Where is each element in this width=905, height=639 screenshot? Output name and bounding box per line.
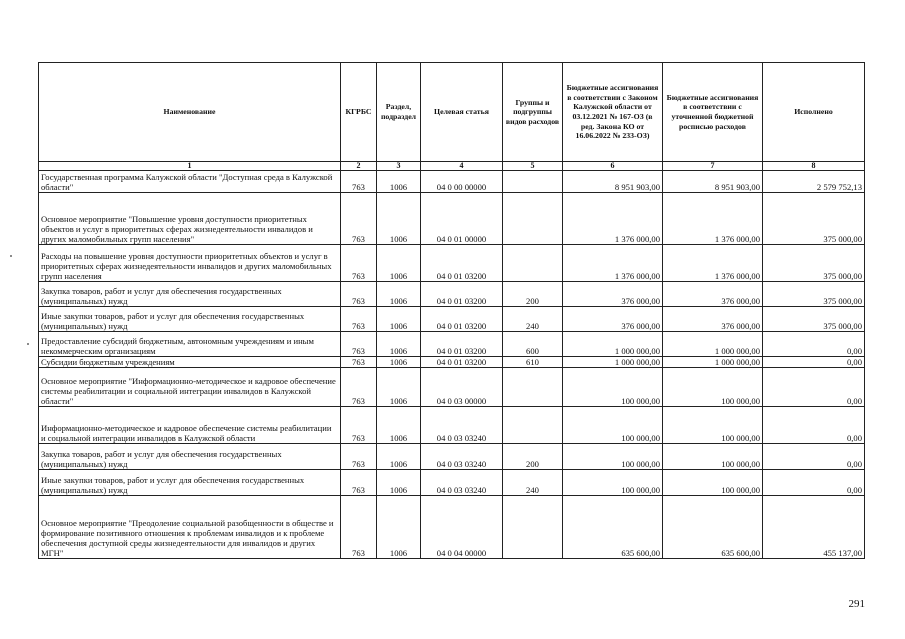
row-allocation-law: 1 376 000,00 <box>563 245 663 282</box>
row-target-article: 04 0 03 00000 <box>421 368 503 407</box>
header-allocations-law: Бюджетные ассигнования в соответствии с Законом Калужской области от 03.12.2021 № 167-ОЗ (в ред. Закона КО от 16.06.2022 № 233-ОЗ) <box>563 63 663 162</box>
row-allocation-refined: 1 376 000,00 <box>663 245 763 282</box>
row-expense-group: 240 <box>503 307 563 332</box>
row-expense-group <box>503 368 563 407</box>
row-allocation-law: 376 000,00 <box>563 282 663 307</box>
column-number-row <box>39 162 865 171</box>
row-allocation-law: 8 951 903,00 <box>563 171 663 193</box>
row-target-article: 04 0 01 03200 <box>421 307 503 332</box>
header-name: Наименование <box>39 63 341 162</box>
row-name: Информационно-методическое и кадровое обеспечение системы реабилитации и социальной интеграции инвалидов в Калужской области <box>39 407 341 444</box>
row-razdel: 1006 <box>377 357 421 368</box>
row-allocation-refined: 100 000,00 <box>663 444 763 470</box>
row-allocation-refined: 635 600,00 <box>663 496 763 559</box>
table-row <box>39 470 865 496</box>
row-expense-group: 610 <box>503 357 563 368</box>
row-executed: 2 579 752,13 <box>763 171 865 193</box>
header-kgrbs: КГРБС <box>341 63 377 162</box>
table-row <box>39 496 865 559</box>
column-number: 5 <box>503 162 563 171</box>
row-name: Субсидии бюджетным учреждениям <box>39 357 341 368</box>
row-razdel: 1006 <box>377 407 421 444</box>
row-allocation-law: 100 000,00 <box>563 368 663 407</box>
row-allocation-refined: 8 951 903,00 <box>663 171 763 193</box>
row-razdel: 1006 <box>377 496 421 559</box>
row-kgrbs: 763 <box>341 307 377 332</box>
row-kgrbs: 763 <box>341 470 377 496</box>
row-allocation-refined: 1 376 000,00 <box>663 193 763 245</box>
row-razdel: 1006 <box>377 171 421 193</box>
row-kgrbs: 763 <box>341 245 377 282</box>
row-name: Основное мероприятие "Повышение уровня доступности приоритетных объектов и услуг в приоритетных сферах жизнедеятельности инвалидов и других маломобильных групп населения" <box>39 193 341 245</box>
row-target-article: 04 0 03 03240 <box>421 444 503 470</box>
column-number: 7 <box>663 162 763 171</box>
header-target-article: Целевая статья <box>421 63 503 162</box>
table-row <box>39 357 865 368</box>
table-row <box>39 282 865 307</box>
row-name: Основное мероприятие "Информационно-методическое и кадровое обеспечение системы реабилитации и социальной интеграции инвалидов в Калужской области" <box>39 368 341 407</box>
row-name: Закупка товаров, работ и услуг для обеспечения государственных (муниципальных) нужд <box>39 444 341 470</box>
row-allocation-law: 376 000,00 <box>563 307 663 332</box>
row-name: Расходы на повышение уровня доступности приоритетных объектов и услуг в приоритетных сферах жизнедеятельности инвалидов и других маломобильных групп населения <box>39 245 341 282</box>
table-row <box>39 407 865 444</box>
row-executed: 0,00 <box>763 407 865 444</box>
column-number: 1 <box>39 162 341 171</box>
row-allocation-law: 100 000,00 <box>563 444 663 470</box>
header-expense-groups: Группы и подгруппы видов расходов <box>503 63 563 162</box>
row-target-article: 04 0 01 03200 <box>421 357 503 368</box>
row-allocation-refined: 376 000,00 <box>663 282 763 307</box>
row-expense-group <box>503 407 563 444</box>
row-razdel: 1006 <box>377 245 421 282</box>
header-row <box>39 63 865 162</box>
row-allocation-refined: 100 000,00 <box>663 368 763 407</box>
row-razdel: 1006 <box>377 444 421 470</box>
row-executed: 0,00 <box>763 444 865 470</box>
row-allocation-law: 635 600,00 <box>563 496 663 559</box>
row-allocation-law: 1 376 000,00 <box>563 193 663 245</box>
row-kgrbs: 763 <box>341 496 377 559</box>
row-razdel: 1006 <box>377 470 421 496</box>
row-allocation-refined: 1 000 000,00 <box>663 357 763 368</box>
header-razdel: Раздел, подраздел <box>377 63 421 162</box>
column-number: 3 <box>377 162 421 171</box>
row-target-article: 04 0 00 00000 <box>421 171 503 193</box>
page-number: 291 <box>848 598 865 610</box>
table-row <box>39 444 865 470</box>
row-executed: 375 000,00 <box>763 245 865 282</box>
row-target-article: 04 0 01 03200 <box>421 245 503 282</box>
row-executed: 0,00 <box>763 470 865 496</box>
row-expense-group: 240 <box>503 470 563 496</box>
row-expense-group <box>503 245 563 282</box>
table-row <box>39 193 865 245</box>
row-executed: 455 137,00 <box>763 496 865 559</box>
row-allocation-law: 100 000,00 <box>563 470 663 496</box>
row-allocation-refined: 1 000 000,00 <box>663 332 763 357</box>
row-name: Закупка товаров, работ и услуг для обеспечения государственных (муниципальных) нужд <box>39 282 341 307</box>
row-allocation-law: 1 000 000,00 <box>563 332 663 357</box>
row-kgrbs: 763 <box>341 332 377 357</box>
header-allocations-refined: Бюджетные ассигнования в соответствии с уточненной бюджетной росписью расходов <box>663 63 763 162</box>
row-allocation-refined: 100 000,00 <box>663 407 763 444</box>
row-allocation-law: 1 000 000,00 <box>563 357 663 368</box>
header-executed: Исполнено <box>763 63 865 162</box>
row-expense-group: 600 <box>503 332 563 357</box>
row-executed: 0,00 <box>763 332 865 357</box>
row-expense-group: 200 <box>503 444 563 470</box>
row-kgrbs: 763 <box>341 407 377 444</box>
row-executed: 375 000,00 <box>763 307 865 332</box>
row-expense-group <box>503 193 563 245</box>
row-name: Предоставление субсидий бюджетным, автономным учреждениям и иным некоммерческим организациям <box>39 332 341 357</box>
row-expense-group <box>503 496 563 559</box>
row-expense-group <box>503 171 563 193</box>
scan-speck <box>10 255 12 257</box>
row-kgrbs: 763 <box>341 444 377 470</box>
row-name: Иные закупки товаров, работ и услуг для обеспечения государственных (муниципальных) нужд <box>39 307 341 332</box>
row-target-article: 04 0 01 00000 <box>421 193 503 245</box>
column-number: 6 <box>563 162 663 171</box>
row-razdel: 1006 <box>377 307 421 332</box>
row-target-article: 04 0 03 03240 <box>421 407 503 444</box>
row-allocation-law: 100 000,00 <box>563 407 663 444</box>
row-name: Государственная программа Калужской области "Доступная среда в Калужской области" <box>39 171 341 193</box>
table-row <box>39 307 865 332</box>
row-razdel: 1006 <box>377 193 421 245</box>
row-razdel: 1006 <box>377 282 421 307</box>
row-kgrbs: 763 <box>341 368 377 407</box>
row-allocation-refined: 376 000,00 <box>663 307 763 332</box>
table-row <box>39 171 865 193</box>
row-kgrbs: 763 <box>341 171 377 193</box>
scan-speck <box>27 343 29 345</box>
row-razdel: 1006 <box>377 368 421 407</box>
table-row <box>39 368 865 407</box>
row-target-article: 04 0 03 03240 <box>421 470 503 496</box>
row-expense-group: 200 <box>503 282 563 307</box>
row-kgrbs: 763 <box>341 357 377 368</box>
row-kgrbs: 763 <box>341 282 377 307</box>
row-target-article: 04 0 01 03200 <box>421 332 503 357</box>
row-name: Иные закупки товаров, работ и услуг для обеспечения государственных (муниципальных) нужд <box>39 470 341 496</box>
row-executed: 375 000,00 <box>763 193 865 245</box>
column-number: 4 <box>421 162 503 171</box>
table-row <box>39 245 865 282</box>
budget-table <box>38 62 865 559</box>
column-number: 2 <box>341 162 377 171</box>
row-target-article: 04 0 04 00000 <box>421 496 503 559</box>
column-number: 8 <box>763 162 865 171</box>
table-row <box>39 332 865 357</box>
row-razdel: 1006 <box>377 332 421 357</box>
row-executed: 375 000,00 <box>763 282 865 307</box>
row-executed: 0,00 <box>763 357 865 368</box>
row-executed: 0,00 <box>763 368 865 407</box>
row-kgrbs: 763 <box>341 193 377 245</box>
row-target-article: 04 0 01 03200 <box>421 282 503 307</box>
row-allocation-refined: 100 000,00 <box>663 470 763 496</box>
row-name: Основное мероприятие "Преодоление социальной разобщенности в обществе и формирование позитивного отношения к проблемам инвалидов и к проблеме обеспечения доступной среды жизнедеятельности для инвалидов и других МГН" <box>39 496 341 559</box>
